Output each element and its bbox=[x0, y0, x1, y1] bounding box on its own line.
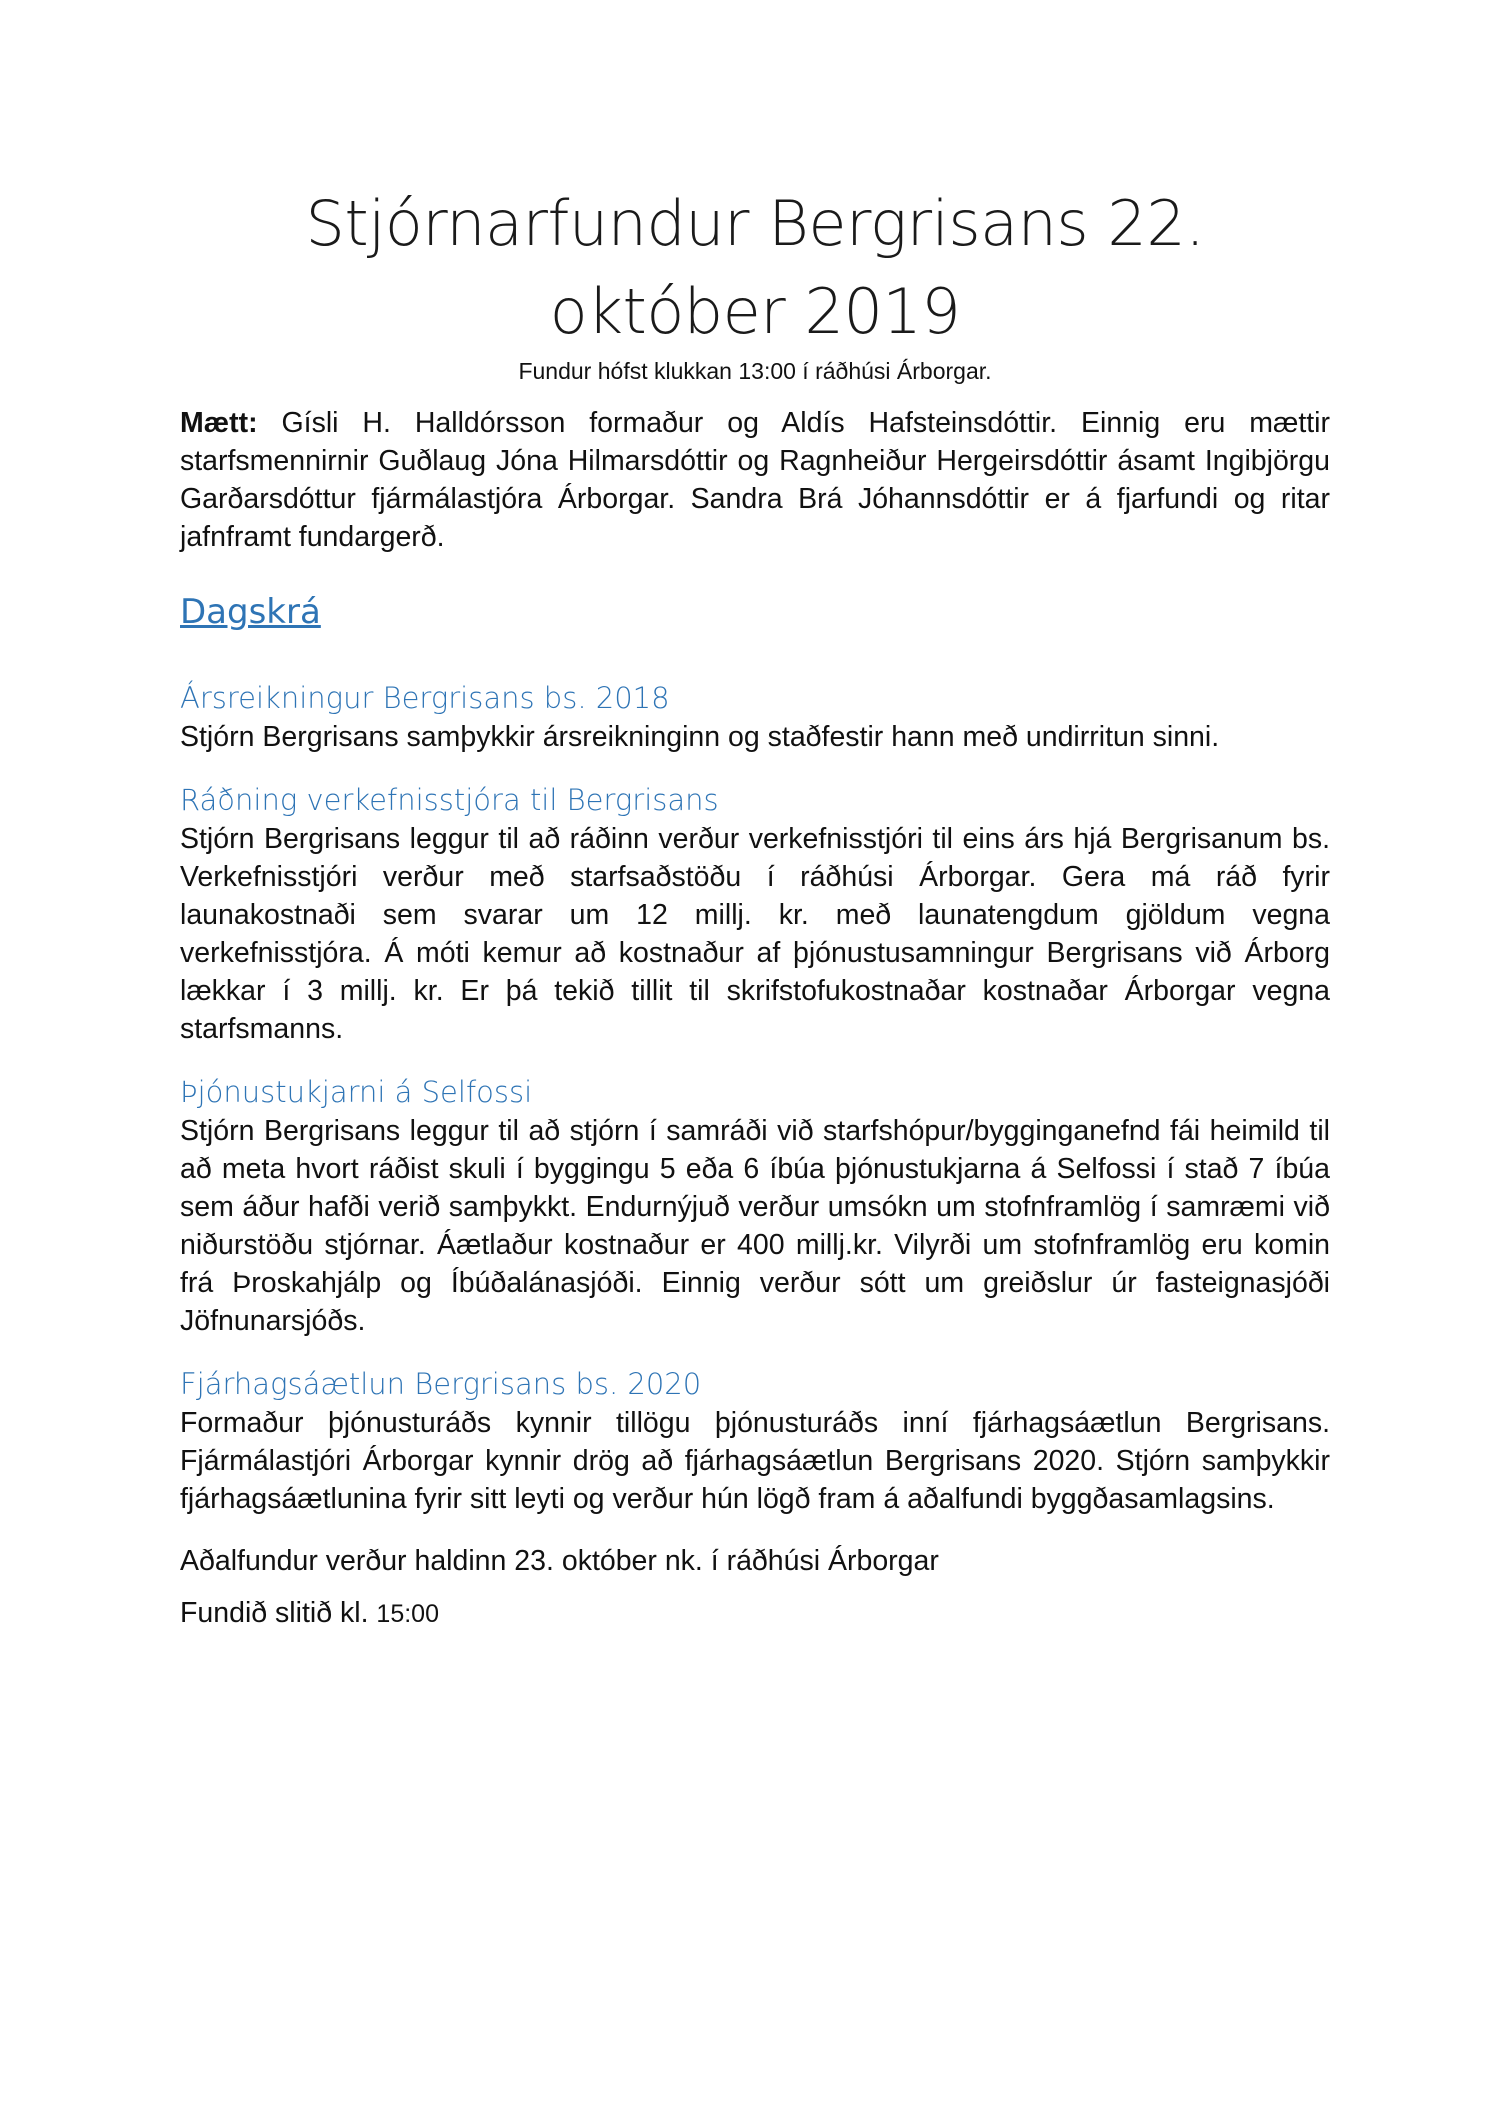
agenda-item-text: Stjórn Bergrisans samþykkir ársreikninginn og staðfestir hann með undirritun sinni. bbox=[180, 721, 1220, 753]
agenda-item-title: Ársreikningur Bergrisans bs. 2018 bbox=[180, 681, 670, 715]
agenda-item-project-manager bbox=[180, 780, 1330, 1048]
agenda-item-annual-accounts bbox=[180, 678, 1330, 756]
meeting-start-note: Fundur hófst klukkan 13:00 í ráðhúsi Árborgar. bbox=[518, 358, 992, 384]
agenda-item-text: Stjórn Bergrisans leggur til að ráðinn verður verkefnisstjóri til eins árs hjá Bergrisanum bs. Verkefnisstjóri verður með starfsaðstöðu í ráðhúsi Árborgar. Gera má ráð fyrir launakostnaði sem svarar um 12 millj. kr. með launatengdum gjöldum vegna verkefnisstjóra. Á móti kemur að kostnaður af þjónustusamningur Bergrisans við Árborg lækkar í 3 millj. kr. Er þá tekið tillit til skrifstofukostnaðar kostnaðar Árborgar vegna starfsmanns. bbox=[180, 823, 1330, 1045]
agenda-item-title: Þjónustukjarni á Selfossi bbox=[180, 1075, 533, 1109]
annual-meeting-note: Aðalfundur verður haldinn 23. október nk. í ráðhúsi Árborgar bbox=[180, 1545, 939, 1577]
meeting-closed-note bbox=[180, 1594, 1330, 1633]
document-content bbox=[180, 180, 1330, 1647]
agenda-item-text: Formaður þjónusturáðs kynnir tillögu þjónusturáðs inní fjárhagsáætlun Bergrisans. Fjármálastjóri Árborgar kynnir drög að fjárhagsáætlun Bergrisans 2020. Stjórn samþykkir fjárhagsáætlunina fyrir sitt leyti og verður hún lögð fram á aðalfundi byggðasamlagsins. bbox=[180, 1407, 1330, 1515]
attendees-label: Mætt: bbox=[180, 407, 258, 439]
agenda-item-title: Fjárhagsáætlun Bergrisans bs. 2020 bbox=[180, 1367, 702, 1401]
agenda-heading-wrapper bbox=[180, 556, 1330, 678]
agenda-item-budget bbox=[180, 1364, 1330, 1518]
attendees-paragraph bbox=[180, 404, 1330, 556]
agenda-heading: Dagskrá bbox=[180, 592, 321, 632]
agenda-item-service-core bbox=[180, 1072, 1330, 1340]
agenda-item-text: Stjórn Bergrisans leggur til að stjórn í samráði við starfshópur/bygginganefnd fái heimild til að meta hvort ráðist skuli í byggingu 5 eða 6 íbúa þjónustukjarna á Selfossi í stað 7 íbúa sem áður hafði verið samþykkt. Endurnýjuð verður umsókn um stofnframlög í samræmi við niðurstöðu stjórnar. Áætlaður kostnaður er 400 millj.kr. Vilyrði um stofnframlög eru komin frá Þroskahjálp og Íbúðalánasjóði. Einnig verður sótt um greiðslur úr fasteignasjóði Jöfnunarsjóðs. bbox=[180, 1115, 1330, 1337]
document-title: Stjórnarfundur Bergrisans 22. október 2019 bbox=[305, 187, 1205, 348]
agenda-item-title: Ráðning verkefnisstjóra til Bergrisans bbox=[180, 783, 719, 817]
meeting-closed-time: 15:00 bbox=[376, 1600, 439, 1628]
attendees-text: Gísli H. Halldórsson formaður og Aldís Hafsteinsdóttir. Einnig eru mættir starfsmennirnir Guðlaug Jóna Hilmarsdóttir og Ragnheiður Hergeirsdóttir ásamt Ingibjörgu Garðarsdóttur fjármálastjóra Árborgar. Sandra Brá Jóhannsdóttir er á fjarfundi og ritar jafnframt fundargerð. bbox=[180, 407, 1330, 553]
meeting-closed-label: Fundið slitið kl. bbox=[180, 1597, 369, 1629]
